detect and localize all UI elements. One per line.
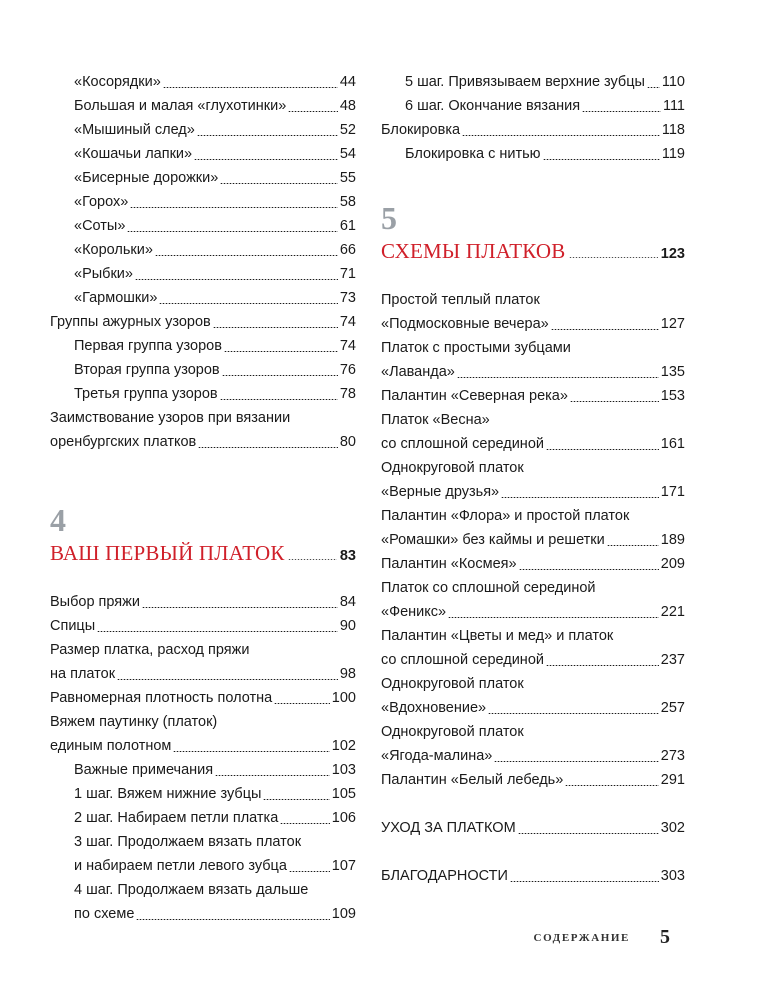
toc-entry-text[interactable]: Однокруговой платок [381,460,524,476]
toc-entry-page: 73 [339,290,356,306]
toc-entry-text[interactable]: Однокруговой платок [381,724,524,740]
toc-entry[interactable] [381,118,685,142]
toc-dot-leader [494,761,658,762]
chapter-number: 4 [50,502,66,538]
chapter-title-entry[interactable] [50,538,356,568]
toc-dot-leader [222,375,338,376]
toc-entry[interactable] [50,782,356,806]
toc-dot-leader [582,111,661,112]
toc-dot-leader [280,823,330,824]
toc-dot-leader [519,569,659,570]
toc-entry-title: Большая и малая «глухотинки» [74,98,287,114]
toc-dot-leader [194,159,338,160]
toc-dot-leader [159,303,337,304]
toc-entry-title: на платок [50,666,116,682]
running-footer-label: СОДЕРЖАНИЕ [533,932,630,944]
toc-entry[interactable] [50,734,356,758]
toc-entry-page: 127 [660,316,685,332]
toc-dot-leader [488,713,659,714]
toc-entry-title: Первая группа узоров [74,338,222,354]
toc-entry[interactable] [381,312,685,336]
toc-entry-title: 5 шаг. Привязываем верхние зубцы [405,74,645,90]
toc-entry[interactable] [50,118,356,142]
toc-entry[interactable] [381,70,685,94]
toc-entry-text[interactable]: Заимствование узоров при вязании [50,410,291,426]
toc-entry[interactable] [50,190,356,214]
toc-dot-leader [163,87,338,88]
toc-entry-text[interactable]: Однокруговой платок [381,676,524,692]
toc-entry-text[interactable]: Платок «Весна» [381,412,490,428]
toc-entry-title: со сплошной серединой [381,652,544,668]
toc-dot-leader [136,919,329,920]
toc-entry-page: 221 [660,604,685,620]
toc-entry[interactable] [50,310,356,334]
toc-entry[interactable] [381,744,685,768]
toc-entry-page: 118 [661,122,685,138]
toc-dot-leader [220,183,338,184]
toc-dot-leader [197,135,338,136]
toc-entry-title: Палантин «Белый лебедь» [381,772,564,788]
toc-dot-leader [510,881,659,882]
toc-dot-leader [155,255,338,256]
toc-entry-title: УХОД ЗА ПЛАТКОМ [381,820,516,836]
toc-entry-page: 76 [339,362,356,378]
toc-entry-page: 80 [339,434,356,450]
toc-entry-page: 107 [331,858,356,874]
toc-entry-text[interactable]: 3 шаг. Продолжаем вязать платок [74,834,302,850]
chapter-page: 123 [660,246,685,262]
toc-entry-title: оренбургских платков [50,434,197,450]
toc-dot-leader [569,257,658,258]
toc-dot-leader [546,665,659,666]
toc-entry-page: 153 [660,388,685,404]
toc-entry[interactable] [381,432,685,456]
toc-entry-thanks[interactable] [381,864,685,888]
toc-dot-leader [565,785,658,786]
toc-entry-page: 98 [339,666,356,682]
toc-entry-title: «Ягода-малина» [381,748,493,764]
toc-entry-page: 48 [339,98,356,114]
toc-entry-title: «Соты» [74,218,126,234]
toc-entry[interactable] [381,696,685,720]
page-footer [0,926,762,952]
toc-entry-page: 105 [331,786,356,802]
toc-entry[interactable] [381,384,685,408]
toc-dot-leader [274,703,330,704]
toc-entry-text[interactable]: 4 шаг. Продолжаем вязать дальше [74,882,309,898]
toc-entry-title: «Мышиный след» [74,122,195,138]
toc-entry[interactable] [381,360,685,384]
toc-entry-title: «Ромашки» без каймы и решетки [381,532,605,548]
toc-entry-title: Блокировка [381,122,461,138]
toc-entry-page: 119 [661,146,685,162]
toc-entry-text[interactable]: Простой теплый платок [381,292,540,308]
chapter-title: СХЕМЫ ПЛАТКОВ [381,239,566,263]
toc-entry[interactable] [50,614,356,638]
toc-entry-page: 71 [339,266,356,282]
toc-entry-title: «Верные друзья» [381,484,500,500]
toc-entry-title: «Корольки» [74,242,153,258]
toc-dot-leader [213,327,338,328]
toc-entry-title: «Рыбки» [74,266,133,282]
toc-dot-leader [289,871,330,872]
toc-entry-title: Равномерная плотность полотна [50,690,273,706]
toc-entry-page: 58 [339,194,356,210]
toc-entry-title: «Косорядки» [74,74,161,90]
toc-entry-text[interactable]: Палантин «Цветы и мед» и платок [381,628,614,644]
toc-entry[interactable] [50,142,356,166]
toc-entry-title: Третья группа узоров [74,386,218,402]
toc-entry[interactable] [50,686,356,710]
toc-entry-page: 135 [660,364,685,380]
toc-entry-title: Выбор пряжи [50,594,140,610]
toc-entry-page: 78 [339,386,356,402]
toc-entry-page: 111 [662,98,685,114]
toc-entry-title: Палантин «Северная река» [381,388,568,404]
toc-entry-page: 100 [331,690,356,706]
toc-entry[interactable] [50,238,356,262]
toc-dot-leader [448,617,659,618]
toc-entry[interactable] [381,600,685,624]
toc-entry[interactable] [50,806,356,830]
toc-group-basics [50,590,356,638]
toc-dot-leader [647,87,660,88]
toc-entry-page: 74 [339,314,356,330]
toc-entry-page: 66 [339,242,356,258]
toc-entry-page: 102 [331,738,356,754]
toc-entry-title: Группы ажурных узоров [50,314,211,330]
toc-entry[interactable] [50,286,356,310]
toc-entry-page: 302 [660,820,685,836]
toc-dot-leader [198,447,338,448]
toc-entry-title: «Лаванда» [381,364,455,380]
toc-dot-leader [543,159,660,160]
toc-entry-text[interactable]: Палантин «Флора» и простой платок [381,508,630,524]
toc-group-patterns [50,70,356,406]
toc-entry-title: «Вдохновение» [381,700,487,716]
toc-entry-page: 44 [339,74,356,90]
page-number: 5 [660,926,670,948]
toc-entry[interactable] [50,334,356,358]
toc-dot-leader [127,231,337,232]
toc-entry-title: Вторая группа узоров [74,362,220,378]
toc-entry-text[interactable]: Вяжем паутинку (платок) [50,714,218,730]
chapter-title: ВАШ ПЕРВЫЙ ПЛАТОК [50,541,285,565]
toc-dot-leader [288,111,338,112]
toc-entry-title: БЛАГОДАРНОСТИ [381,868,508,884]
toc-entry[interactable] [381,94,685,118]
toc-entry-page: 257 [660,700,685,716]
toc-entry-page: 291 [660,772,685,788]
toc-entry-page: 54 [339,146,356,162]
toc-entry-page: 84 [339,594,356,610]
toc-entry[interactable] [381,768,685,792]
toc-entry-title: Важные примечания [74,762,214,778]
toc-entry-text[interactable]: Платок со сплошной серединой [381,580,596,596]
toc-entry[interactable] [381,552,685,576]
toc-dot-leader [607,545,659,546]
toc-entry[interactable] [50,662,356,686]
toc-entry-page: 209 [660,556,685,572]
toc-dot-leader [117,679,338,680]
toc-entry[interactable] [50,214,356,238]
toc-entry-care[interactable] [381,816,685,840]
toc-entry[interactable] [50,262,356,286]
chapter-page: 83 [339,548,356,564]
toc-entry-title: со сплошной серединой [381,436,544,452]
toc-dot-leader [173,751,329,752]
toc-entry[interactable] [50,382,356,406]
toc-dot-leader [457,377,659,378]
toc-dot-leader [518,833,659,834]
toc-entry[interactable] [50,358,356,382]
toc-dot-leader [570,401,659,402]
toc-entry-page: 74 [339,338,356,354]
toc-entry[interactable] [381,648,685,672]
toc-entry-page: 110 [661,74,685,90]
toc-entry-title: «Подмосковные вечера» [381,316,549,332]
toc-left-column [50,70,356,926]
toc-dot-leader [97,631,338,632]
toc-dot-leader [501,497,659,498]
toc-entry-page: 90 [339,618,356,634]
toc-entry-title: и набираем петли левого зубца [74,858,287,874]
toc-entry-title: «Феникс» [381,604,447,620]
toc-entry-page: 55 [339,170,356,186]
toc-entry-title: Блокировка с нитью [405,146,541,162]
toc-entry-text[interactable]: Размер платка, расход пряжи [50,642,250,658]
toc-entry[interactable] [381,528,685,552]
toc-entry[interactable] [50,854,356,878]
toc-entry-title: единым полотном [50,738,172,754]
toc-entry-title: «Гармошки» [74,290,158,306]
toc-entry[interactable] [381,480,685,504]
chapter-number: 5 [381,200,397,236]
toc-dot-leader [142,607,338,608]
toc-right-column [381,70,685,888]
toc-entry[interactable] [50,70,356,94]
toc-dot-leader [263,799,329,800]
toc-entry[interactable] [50,590,356,614]
toc-dot-leader [546,449,659,450]
toc-dot-leader [224,351,338,352]
chapter-title-entry[interactable] [381,236,685,266]
toc-entry-page: 189 [660,532,685,548]
toc-dot-leader [462,135,660,136]
toc-entry-title: «Горох» [74,194,129,210]
toc-entry[interactable] [50,166,356,190]
toc-dot-leader [551,329,659,330]
toc-dot-leader [135,279,338,280]
toc-entry-page: 106 [331,810,356,826]
toc-entry-page: 109 [331,906,356,922]
toc-entry[interactable] [50,430,356,454]
toc-entry-page: 103 [331,762,356,778]
toc-entry-text[interactable]: Платок с простыми зубцами [381,340,571,356]
toc-entry-page: 237 [660,652,685,668]
toc-entry-page: 171 [660,484,685,500]
toc-entry-title: 2 шаг. Набираем петли платка [74,810,279,826]
toc-entry-title: «Кошачьи лапки» [74,146,193,162]
toc-group-steps [50,758,356,830]
toc-entry[interactable] [50,902,356,926]
toc-entry[interactable] [50,94,356,118]
toc-dot-leader [215,775,330,776]
toc-dot-leader [288,559,337,560]
toc-group-finishing [381,70,685,166]
toc-entry-page: 61 [339,218,356,234]
toc-entry[interactable] [50,758,356,782]
toc-dot-leader [220,399,338,400]
toc-entry-title: Спицы [50,618,96,634]
toc-entry-page: 273 [660,748,685,764]
toc-entry-title: 6 шаг. Окончание вязания [405,98,581,114]
toc-entry-title: «Бисерные дорожки» [74,170,219,186]
toc-entry[interactable] [381,142,685,166]
toc-entry-title: 1 шаг. Вяжем нижние зубцы [74,786,262,802]
toc-entry-page: 52 [339,122,356,138]
toc-dot-leader [130,207,338,208]
toc-entry-title: по схеме [74,906,135,922]
toc-entry-title: Палантин «Космея» [381,556,517,572]
toc-entry-page: 303 [660,868,685,884]
toc-entry-page: 161 [660,436,685,452]
